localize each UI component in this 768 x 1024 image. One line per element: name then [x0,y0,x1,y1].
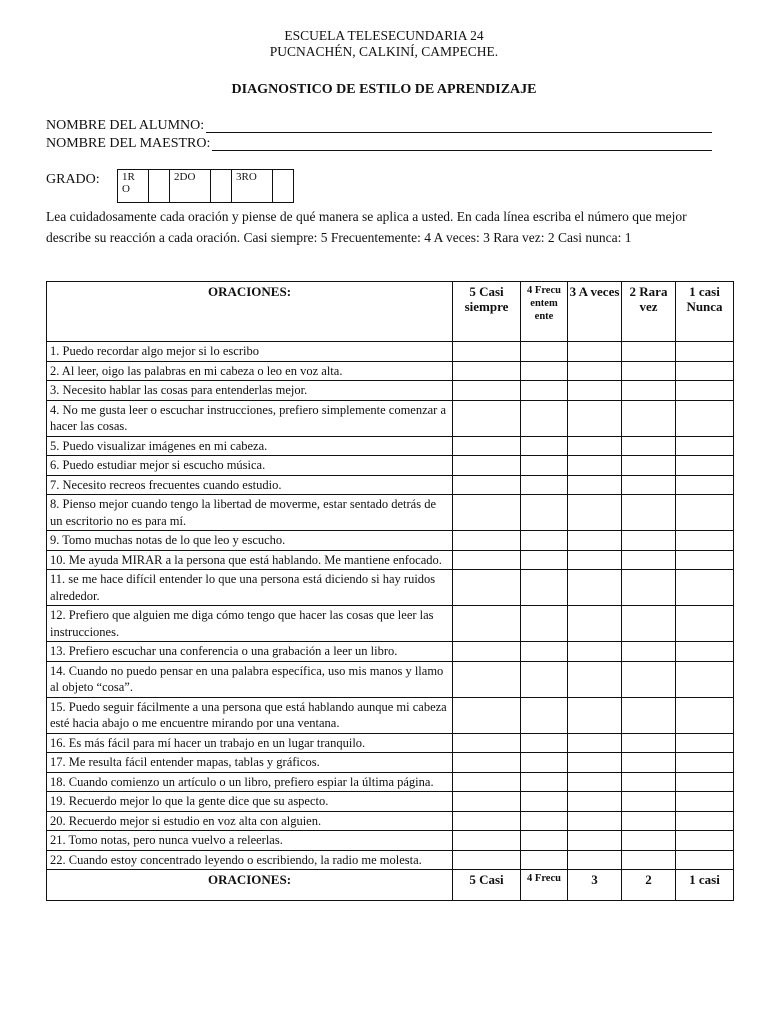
answer-cell-5[interactable] [453,475,521,495]
student-name-label: NOMBRE DEL ALUMNO: [46,118,205,133]
answer-cell-2[interactable] [622,642,676,662]
answer-cell-1[interactable] [676,361,734,381]
answer-cell-1[interactable] [676,456,734,476]
answer-cell-3[interactable] [568,772,622,792]
answer-cell-3[interactable] [568,570,622,606]
teacher-name-row [46,136,712,152]
answer-cell-2[interactable] [622,811,676,831]
answer-cell-1[interactable] [676,772,734,792]
question-rows [47,342,734,870]
answer-cell-1[interactable] [676,475,734,495]
page-title: DIAGNOSTICO DE ESTILO DE APRENDIZAJE [231,82,537,97]
answer-cell-4[interactable] [521,642,568,662]
table-row [47,570,734,606]
table-row [47,400,734,436]
answer-cell-1[interactable] [676,550,734,570]
student-name-field[interactable] [206,118,712,133]
table-row [47,733,734,753]
table-row [47,661,734,697]
table-row [47,606,734,642]
grade-option-3: 3RO [232,170,273,203]
answer-cell-4[interactable] [521,550,568,570]
question-text: 22. Cuando estoy concentrado leyendo o escribiendo, la radio me molesta. [47,850,453,870]
question-text: 10. Me ayuda MIRAR a la persona que está hablando. Me mantiene enfocado. [47,550,453,570]
answer-cell-1[interactable] [676,811,734,831]
questionnaire-table [46,281,734,901]
grade-box-2[interactable] [211,170,232,203]
answer-cell-4[interactable] [521,361,568,381]
answer-cell-4[interactable] [521,456,568,476]
answer-cell-3[interactable] [568,733,622,753]
grade-table [117,169,294,203]
answer-cell-5[interactable] [453,606,521,642]
answer-cell-3[interactable] [568,831,622,851]
answer-cell-3[interactable] [568,495,622,531]
answer-cell-3[interactable] [568,381,622,401]
question-text: 1. Puedo recordar algo mejor si lo escribo [47,342,453,362]
answer-cell-1[interactable] [676,697,734,733]
answer-cell-2[interactable] [622,850,676,870]
answer-cell-4[interactable] [521,606,568,642]
answer-cell-5[interactable] [453,531,521,551]
answer-cell-1[interactable] [676,400,734,436]
answer-cell-1[interactable] [676,531,734,551]
answer-cell-4[interactable] [521,811,568,831]
answer-cell-4[interactable] [521,792,568,812]
question-text: 11. se me hace difícil entender lo que una persona está diciendo si hay ruidos alrededor. [47,570,453,606]
answer-cell-5[interactable] [453,792,521,812]
answer-cell-3[interactable] [568,697,622,733]
answer-cell-1[interactable] [676,642,734,662]
header-4-frecuentemente: 4 Frecu entem ente [521,282,568,342]
answer-cell-5[interactable] [453,831,521,851]
question-text: 16. Es más fácil para mí hacer un trabajo en un lugar tranquilo. [47,733,453,753]
answer-cell-5[interactable] [453,661,521,697]
question-text: 7. Necesito recreos frecuentes cuando estudio. [47,475,453,495]
question-text: 17. Me resulta fácil entender mapas, tablas y gráficos. [47,753,453,773]
answer-cell-5[interactable] [453,811,521,831]
question-text: 14. Cuando no puedo pensar en una palabra específica, uso mis manos y llamo al objeto “cosa”. [47,661,453,697]
answer-cell-4[interactable] [521,772,568,792]
answer-cell-3[interactable] [568,361,622,381]
grade-label: GRADO: [46,172,100,187]
answer-cell-5[interactable] [453,570,521,606]
grade-option-1: 1R O [118,170,149,203]
question-text: 8. Pienso mejor cuando tengo la libertad de moverme, estar sentado detrás de un escritorio no es para mí. [47,495,453,531]
answer-cell-2[interactable] [622,606,676,642]
footer-header-oraciones: ORACIONES: [47,870,453,901]
answer-cell-1[interactable] [676,753,734,773]
answer-cell-3[interactable] [568,661,622,697]
footer-header-4: 4 Frecu [521,870,568,901]
answer-cell-4[interactable] [521,400,568,436]
instructions-text: Lea cuidadosamente cada oración y piense de qué manera se aplica a usted. En cada línea escriba el número que mejor describe su reacción a cada oración. Casi siempre: 5 Frecuentemente: 4 A veces: 3 Rara vez: 2 Casi nunca: 1 [46,209,687,245]
answer-cell-1[interactable] [676,733,734,753]
answer-cell-3[interactable] [568,436,622,456]
header-2-rara-vez: 2 Rara vez [622,282,676,342]
answer-cell-4[interactable] [521,850,568,870]
footer-header-5: 5 Casi [453,870,521,901]
answer-cell-3[interactable] [568,642,622,662]
answer-cell-2[interactable] [622,733,676,753]
answer-cell-5[interactable] [453,436,521,456]
answer-cell-2[interactable] [622,570,676,606]
answer-cell-2[interactable] [622,475,676,495]
question-text: 15. Puedo seguir fácilmente a una persona que está hablando aunque mi cabeza esté hacia abajo o me encuentre mirando por una ventana. [47,697,453,733]
question-text: 12. Prefiero que alguien me diga cómo tengo que hacer las cosas que leer las instrucciones. [47,606,453,642]
question-text: 18. Cuando comienzo un artículo o un libro, prefiero espiar la última página. [47,772,453,792]
answer-cell-5[interactable] [453,733,521,753]
answer-cell-5[interactable] [453,642,521,662]
answer-cell-2[interactable] [622,342,676,362]
answer-cell-2[interactable] [622,436,676,456]
answer-cell-4[interactable] [521,381,568,401]
question-text: 5. Puedo visualizar imágenes en mi cabeza. [47,436,453,456]
question-text: 2. Al leer, oigo las palabras en mi cabeza o leo en voz alta. [47,361,453,381]
answer-cell-3[interactable] [568,475,622,495]
question-text: 13. Prefiero escuchar una conferencia o una grabación a leer un libro. [47,642,453,662]
question-text: 6. Puedo estudiar mejor si escucho música. [47,456,453,476]
table-row [47,697,734,733]
table-row [47,753,734,773]
answer-cell-5[interactable] [453,495,521,531]
question-text: 4. No me gusta leer o escuchar instrucciones, prefiero simplemente comenzar a hacer las cosas. [47,400,453,436]
header-5-casi-siempre: 5 Casi siempre [453,282,521,342]
table-row [47,811,734,831]
answer-cell-1[interactable] [676,342,734,362]
answer-cell-4[interactable] [521,475,568,495]
header-3-a-veces: 3 A veces [568,282,622,342]
answer-cell-2[interactable] [622,456,676,476]
answer-cell-3[interactable] [568,400,622,436]
answer-cell-5[interactable] [453,456,521,476]
answer-cell-1[interactable] [676,606,734,642]
school-name: ESCUELA TELESECUNDARIA 24 [284,28,484,43]
answer-cell-1[interactable] [676,495,734,531]
answer-cell-4[interactable] [521,570,568,606]
answer-cell-4[interactable] [521,342,568,362]
footer-header-2: 2 [622,870,676,901]
table-row [47,642,734,662]
answer-cell-4[interactable] [521,697,568,733]
question-text: 3. Necesito hablar las cosas para entenderlas mejor. [47,381,453,401]
answer-cell-5[interactable] [453,550,521,570]
table-row [47,361,734,381]
answer-cell-2[interactable] [622,772,676,792]
answer-cell-4[interactable] [521,495,568,531]
answer-cell-3[interactable] [568,531,622,551]
table-row [47,531,734,551]
answer-cell-3[interactable] [568,550,622,570]
answer-cell-5[interactable] [453,342,521,362]
grade-box-3[interactable] [273,170,294,203]
question-text: 9. Tomo muchas notas de lo que leo y escucho. [47,531,453,551]
answer-cell-4[interactable] [521,661,568,697]
grade-option-2: 2DO [170,170,211,203]
answer-cell-2[interactable] [622,550,676,570]
grade-box-1[interactable] [149,170,170,203]
answer-cell-5[interactable] [453,753,521,773]
answer-cell-1[interactable] [676,436,734,456]
answer-cell-5[interactable] [453,400,521,436]
answer-cell-1[interactable] [676,381,734,401]
answer-cell-5[interactable] [453,381,521,401]
student-name-row [46,118,712,134]
question-text: 19. Recuerdo mejor lo que la gente dice que su aspecto. [47,792,453,812]
answer-cell-4[interactable] [521,436,568,456]
answer-cell-3[interactable] [568,792,622,812]
answer-cell-1[interactable] [676,831,734,851]
table-row [47,792,734,812]
header-1-casi-nunca: 1 casi Nunca [676,282,734,342]
answer-cell-1[interactable] [676,850,734,870]
answer-cell-4[interactable] [521,733,568,753]
table-row [47,850,734,870]
answer-cell-5[interactable] [453,850,521,870]
answer-cell-4[interactable] [521,753,568,773]
school-location: PUCNACHÉN, CALKINÍ, CAMPECHE. [269,44,499,59]
answer-cell-5[interactable] [453,697,521,733]
table-row [47,436,734,456]
answer-cell-2[interactable] [622,381,676,401]
answer-cell-1[interactable] [676,661,734,697]
answer-cell-2[interactable] [622,531,676,551]
answer-cell-3[interactable] [568,811,622,831]
table-row [47,550,734,570]
teacher-name-label: NOMBRE DEL MAESTRO: [46,136,211,151]
answer-cell-5[interactable] [453,361,521,381]
answer-cell-2[interactable] [622,400,676,436]
answer-cell-3[interactable] [568,606,622,642]
answer-cell-4[interactable] [521,531,568,551]
answer-cell-3[interactable] [568,850,622,870]
table-row [47,495,734,531]
table-row [47,456,734,476]
answer-cell-2[interactable] [622,831,676,851]
answer-cell-3[interactable] [568,456,622,476]
answer-cell-4[interactable] [521,831,568,851]
answer-cell-2[interactable] [622,495,676,531]
teacher-name-field[interactable] [212,136,712,151]
answer-cell-3[interactable] [568,342,622,362]
answer-cell-1[interactable] [676,570,734,606]
table-row [47,772,734,792]
question-text: 20. Recuerdo mejor si estudio en voz alta con alguien. [47,811,453,831]
answer-cell-2[interactable] [622,792,676,812]
footer-header-3: 3 [568,870,622,901]
table-row [47,475,734,495]
header-oraciones: ORACIONES: [47,282,453,342]
table-row [47,831,734,851]
answer-cell-2[interactable] [622,661,676,697]
answer-cell-1[interactable] [676,792,734,812]
answer-cell-3[interactable] [568,753,622,773]
table-row [47,342,734,362]
table-row [47,381,734,401]
answer-cell-2[interactable] [622,697,676,733]
answer-cell-2[interactable] [622,361,676,381]
question-text: 21. Tomo notas, pero nunca vuelvo a releerlas. [47,831,453,851]
answer-cell-2[interactable] [622,753,676,773]
footer-header-1: 1 casi [676,870,734,901]
answer-cell-5[interactable] [453,772,521,792]
